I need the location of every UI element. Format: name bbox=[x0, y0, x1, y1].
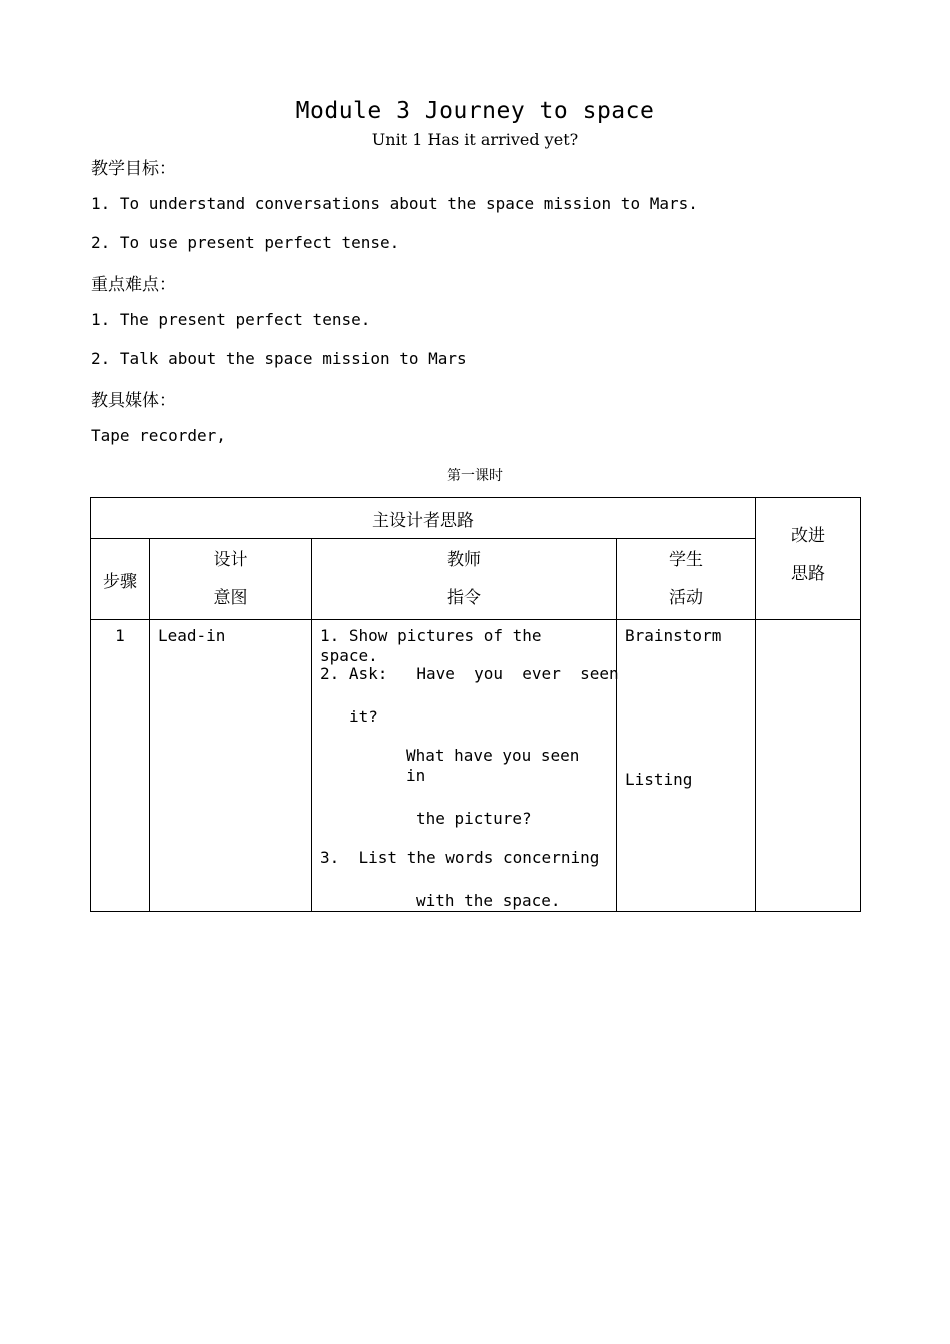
improvement-header bbox=[756, 498, 861, 620]
activity-brainstorm: Brainstorm bbox=[625, 626, 722, 645]
student-activity-header-line-2: 活动 bbox=[669, 588, 703, 608]
activity-listing: Listing bbox=[625, 770, 693, 789]
main-design-header: 主设计者思路 bbox=[91, 498, 756, 539]
instruction-line-7: with the space. bbox=[416, 891, 561, 910]
instruction-line-2: 2. Ask: Have you ever seen bbox=[320, 664, 619, 683]
design-intent-header-line-1: 设计 bbox=[213, 550, 248, 570]
teacher-instruction-header-line-2: 指令 bbox=[447, 588, 481, 608]
objective-item-2: 2. To use present perfect tense. bbox=[91, 233, 400, 252]
instruction-line-1: 1. Show pictures of the space. bbox=[320, 626, 542, 665]
lesson-plan-table bbox=[90, 497, 861, 912]
improvement-header-line-2: 思路 bbox=[791, 563, 825, 584]
improvement-header-line-1: 改进 bbox=[791, 525, 825, 546]
lesson-label: 第一课时 bbox=[447, 468, 503, 484]
media-text: Tape recorder, bbox=[91, 426, 226, 445]
design-intent-header bbox=[150, 539, 312, 620]
design-intent-header-line-2: 意图 bbox=[213, 588, 248, 608]
instruction-line-3: it? bbox=[349, 707, 378, 726]
objectives-heading: 教学目标： bbox=[91, 159, 176, 179]
design-intent-cell: Lead-in bbox=[150, 620, 312, 912]
step-number: 1 bbox=[91, 620, 150, 912]
objective-item-1: 1. To understand conversations about the space mission to Mars. bbox=[91, 194, 698, 213]
instruction-line-6: 3. List the words concerning bbox=[320, 848, 600, 867]
student-activity-header bbox=[617, 539, 756, 620]
key-points-heading: 重点难点： bbox=[91, 275, 176, 295]
key-point-item-2: 2. Talk about the space mission to Mars bbox=[91, 349, 467, 368]
teacher-instruction-header bbox=[312, 539, 617, 620]
instruction-line-4: What have you seen in bbox=[406, 746, 580, 785]
student-activity-header-line-1: 学生 bbox=[669, 550, 703, 570]
teacher-instruction-header-line-1: 教师 bbox=[447, 550, 481, 570]
teacher-instructions-cell bbox=[312, 620, 617, 912]
table-header-row bbox=[91, 498, 861, 539]
table-subheader-row bbox=[91, 539, 861, 620]
student-activities-cell bbox=[617, 620, 756, 912]
step-header: 步骤 bbox=[91, 539, 150, 620]
instruction-line-5: the picture? bbox=[416, 809, 532, 828]
media-heading: 教具媒体： bbox=[91, 391, 176, 411]
document-title: Module 3 Journey to space bbox=[295, 98, 655, 124]
document-subtitle: Unit 1 Has it arrived yet? bbox=[371, 130, 579, 149]
table-row bbox=[91, 620, 861, 912]
key-point-item-1: 1. The present perfect tense. bbox=[91, 310, 371, 329]
improvement-cell bbox=[756, 620, 861, 912]
